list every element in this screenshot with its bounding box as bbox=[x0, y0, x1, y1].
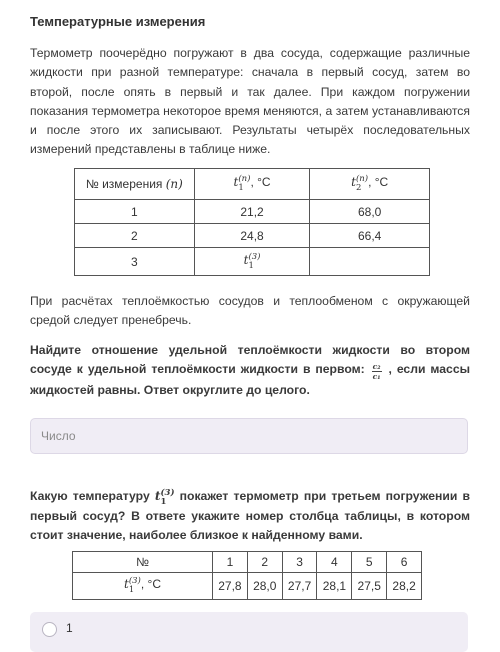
cell-t1: 21,2 bbox=[194, 200, 310, 224]
question2-paragraph: Какую температуру t (3) 1 покажет термометр при третьем погружении в первый сосуд? В ответе укажите номер столбца таблицы, в котором стоит значение, наиболее близкое к найденному вами. bbox=[30, 488, 470, 543]
question1-paragraph: Найдите отношение удельной теплоёмкости жидкости во втором сосуде к удельной теплоёмкости жидкости в первом: $\frac{\text{c₂}}{\text{c₁}}$ , если массы жидкостей равны. Ответ округлите до целого. bbox=[30, 343, 471, 398]
header-measurement-number: № измерения (n) bbox=[75, 169, 195, 200]
option-value: 28,2 bbox=[387, 573, 422, 600]
intro-paragraph: Термометр поочерёдно погружают в два сосуда, содержащие различные жидкости при разной температуре: сначала в первый сосуд, затем во второй, после опять в первый и так далее. При каждом погружении показания термометра некоторое время меняются, а затем устанавливаются и после этого их записывают. Результаты четырёх последовательных измерений представлены в таблице ниже. bbox=[30, 46, 470, 157]
header-t2: t (n) 2 , °С bbox=[310, 169, 430, 200]
option-value: 28,0 bbox=[247, 573, 282, 600]
cell-t2-empty bbox=[310, 248, 430, 276]
cell-t2: 66,4 bbox=[310, 224, 430, 248]
header-t1: t (n) 1 , °С bbox=[194, 169, 310, 200]
option-value: 27,8 bbox=[213, 573, 248, 600]
option-value: 27,5 bbox=[352, 573, 387, 600]
cell-n: 3 bbox=[75, 248, 195, 276]
options-table-header bbox=[73, 552, 422, 573]
cell-t1: 24,8 bbox=[194, 224, 310, 248]
measurements-table bbox=[74, 168, 430, 276]
note-paragraph: При расчётах теплоёмкостью сосудов и теплообменом с окружающей средой следует пренебречь. bbox=[30, 294, 470, 328]
option-value: 27,7 bbox=[282, 573, 317, 600]
column-number: 3 bbox=[282, 552, 317, 573]
table-row bbox=[75, 200, 430, 224]
cell-t2: 68,0 bbox=[310, 200, 430, 224]
header-number-label: № bbox=[73, 552, 213, 573]
table-row bbox=[75, 248, 430, 276]
measurements-table-header bbox=[75, 169, 430, 200]
answer-option-1[interactable] bbox=[30, 612, 468, 652]
column-number: 5 bbox=[352, 552, 387, 573]
row-label-t1: t (3) 1 , °С bbox=[73, 573, 213, 600]
cell-n: 2 bbox=[75, 224, 195, 248]
column-number: 6 bbox=[387, 552, 422, 573]
table-row bbox=[75, 224, 430, 248]
radio-button[interactable] bbox=[42, 622, 57, 637]
cell-n: 1 bbox=[75, 200, 195, 224]
answer-option-label: 1 bbox=[66, 621, 73, 635]
column-number: 4 bbox=[317, 552, 352, 573]
c2-over-c1-fraction: $\frac{\text{c₂}}{\text{c₁}}$ bbox=[372, 362, 381, 382]
option-value: 28,1 bbox=[317, 573, 352, 600]
options-table bbox=[72, 551, 422, 600]
column-number: 1 bbox=[213, 552, 248, 573]
answer-number-input[interactable] bbox=[30, 418, 468, 454]
column-number: 2 bbox=[247, 552, 282, 573]
cell-t1-unknown: t (3) 1 bbox=[194, 248, 310, 276]
task-title: Температурные измерения bbox=[30, 14, 206, 29]
options-table-values bbox=[73, 573, 422, 600]
